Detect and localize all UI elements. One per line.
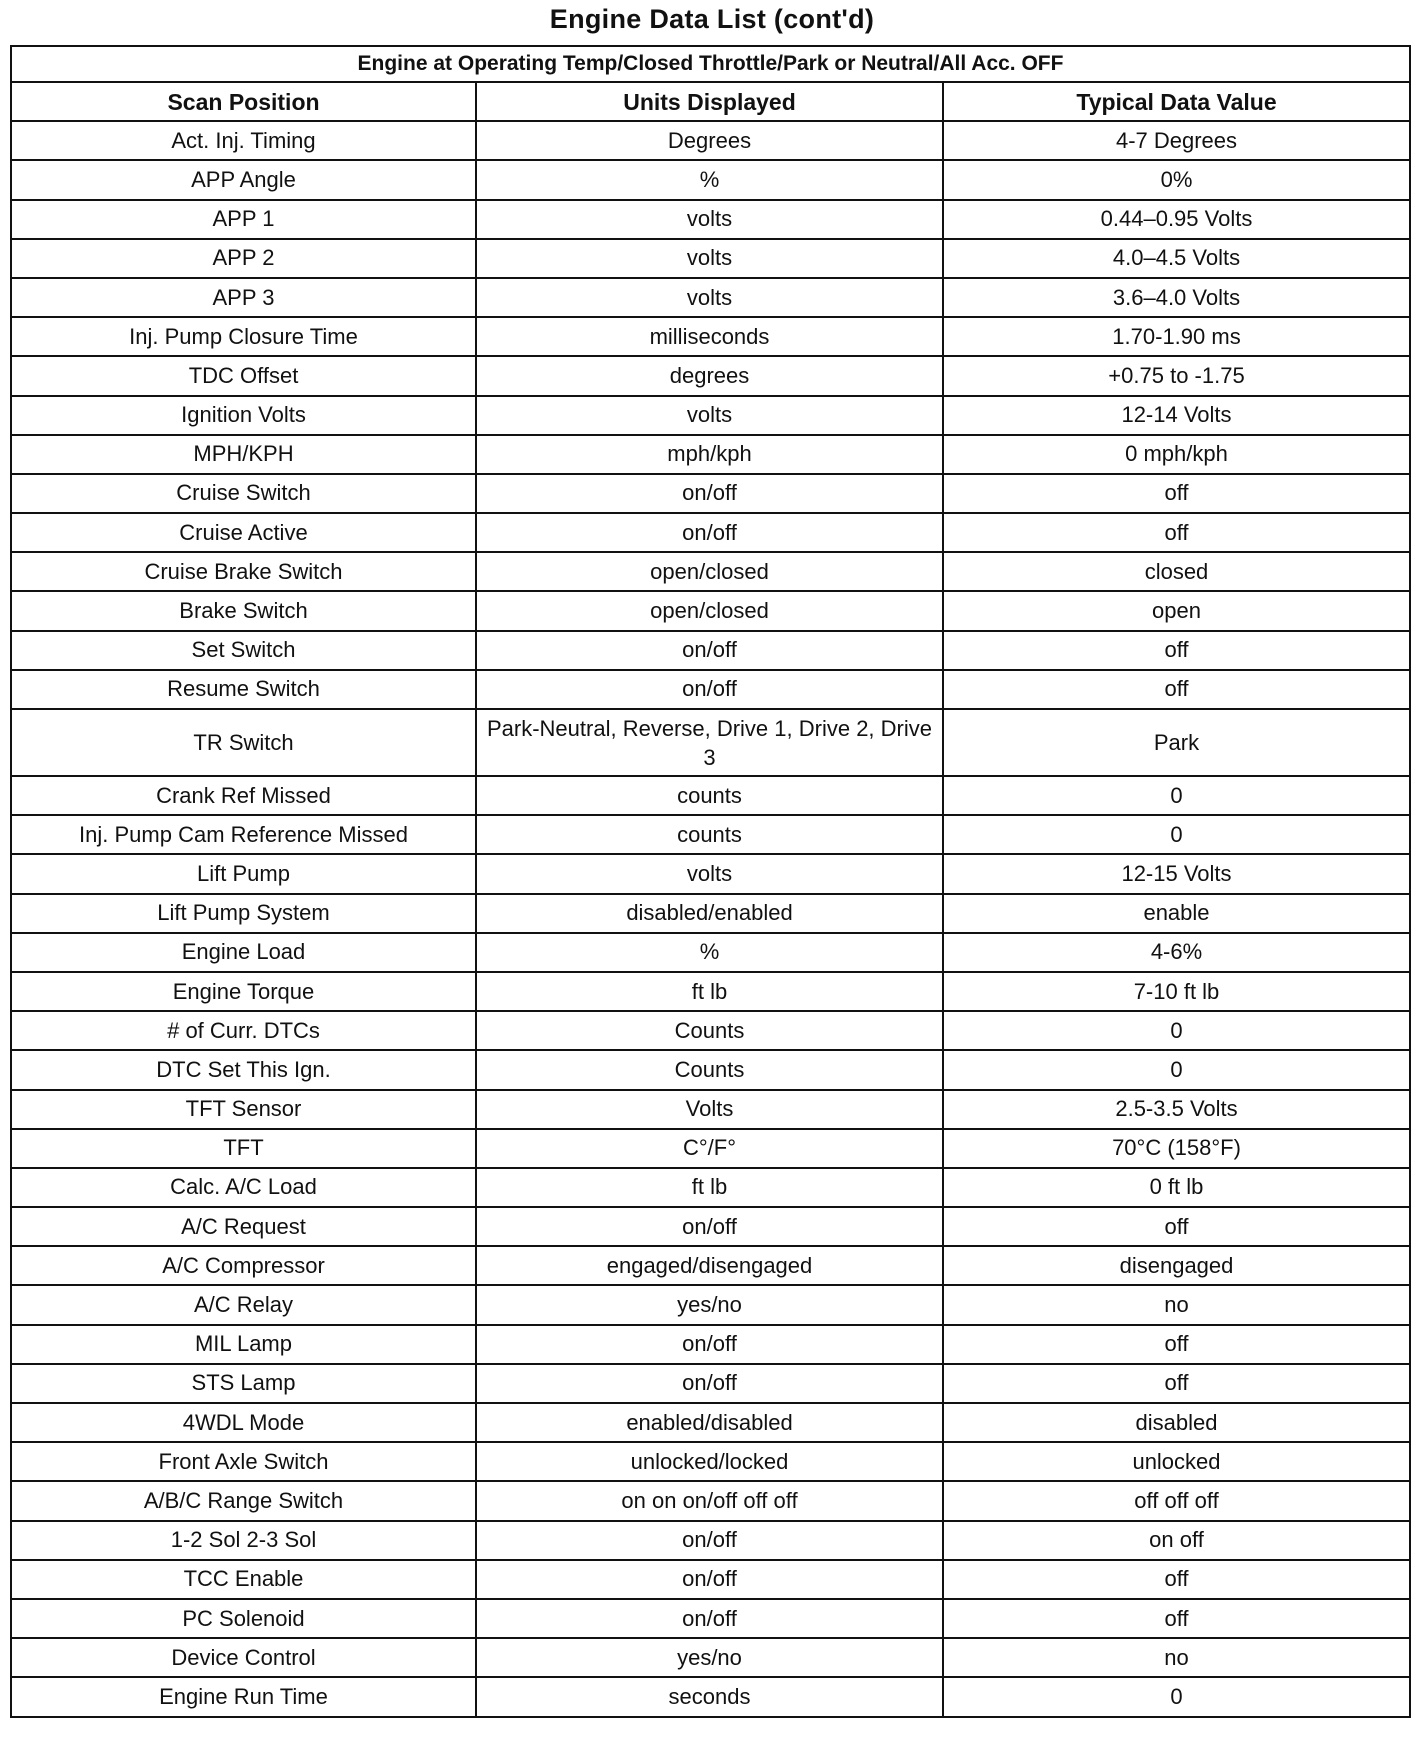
scan-position-cell: Ignition Volts [11,396,476,435]
typical-data-value-cell: off [943,670,1410,709]
scan-position-cell: TFT [11,1129,476,1168]
typical-data-value-cell: no [943,1638,1410,1677]
column-header-units-displayed: Units Displayed [476,82,943,121]
typical-data-value-cell: no [943,1285,1410,1324]
units-displayed-cell: on/off [476,631,943,670]
table-row [11,317,1410,356]
scan-position-cell: 4WDL Mode [11,1403,476,1442]
table-row [11,474,1410,513]
scan-position-cell: Inj. Pump Closure Time [11,317,476,356]
typical-data-value-cell: disengaged [943,1246,1410,1285]
units-displayed-cell: enabled/disabled [476,1403,943,1442]
table-row [11,631,1410,670]
typical-data-value-cell: 4.0–4.5 Volts [943,239,1410,278]
table-row [11,670,1410,709]
condition-header: Engine at Operating Temp/Closed Throttle/Park or Neutral/All Acc. OFF [11,46,1410,82]
units-displayed-cell: on/off [476,1364,943,1403]
scan-position-cell: Act. Inj. Timing [11,121,476,160]
typical-data-value-cell: +0.75 to -1.75 [943,356,1410,395]
table-row [11,591,1410,630]
typical-data-value-cell: 4-7 Degrees [943,121,1410,160]
typical-data-value-cell: 0 [943,815,1410,854]
typical-data-value-cell: 3.6–4.0 Volts [943,278,1410,317]
typical-data-value-cell: open [943,591,1410,630]
typical-data-value-cell: 0.44–0.95 Volts [943,200,1410,239]
table-row [11,1599,1410,1638]
scan-position-cell: A/C Request [11,1207,476,1246]
page-title: Engine Data List (cont'd) [549,4,875,34]
units-displayed-cell: on/off [476,1521,943,1560]
units-displayed-cell: Counts [476,1050,943,1089]
typical-data-value-cell: 2.5-3.5 Volts [943,1090,1410,1129]
table-row [11,278,1410,317]
table-row [11,1168,1410,1207]
column-header-typical-data-value: Typical Data Value [943,82,1410,121]
units-displayed-cell: on/off [476,513,943,552]
units-displayed-cell: open/closed [476,552,943,591]
units-displayed-cell: engaged/disengaged [476,1246,943,1285]
units-displayed-cell: Park-Neutral, Reverse, Drive 1, Drive 2, Drive 3 [476,709,943,776]
units-displayed-cell: ft lb [476,1168,943,1207]
typical-data-value-cell: off off off [943,1481,1410,1520]
units-displayed-cell: C°/F° [476,1129,943,1168]
units-displayed-cell: % [476,160,943,199]
units-displayed-cell: on/off [476,474,943,513]
scan-position-cell: Cruise Switch [11,474,476,513]
units-displayed-cell: milliseconds [476,317,943,356]
scan-position-cell: A/C Compressor [11,1246,476,1285]
scan-position-cell: Engine Load [11,933,476,972]
table-row [11,121,1410,160]
units-displayed-cell: disabled/enabled [476,894,943,933]
scan-position-cell: Crank Ref Missed [11,776,476,815]
units-displayed-cell: on on on/off off off [476,1481,943,1520]
typical-data-value-cell: Park [943,709,1410,776]
units-displayed-cell: volts [476,396,943,435]
typical-data-value-cell: 70°C (158°F) [943,1129,1410,1168]
units-displayed-cell: Volts [476,1090,943,1129]
table-row [11,513,1410,552]
typical-data-value-cell: disabled [943,1403,1410,1442]
typical-data-value-cell: enable [943,894,1410,933]
typical-data-value-cell: off [943,1364,1410,1403]
table-row [11,552,1410,591]
scan-position-cell: STS Lamp [11,1364,476,1403]
scan-position-cell: APP Angle [11,160,476,199]
scan-position-cell: DTC Set This Ign. [11,1050,476,1089]
table-row [11,854,1410,893]
typical-data-value-cell: off [943,631,1410,670]
units-displayed-cell: volts [476,278,943,317]
typical-data-value-cell: unlocked [943,1442,1410,1481]
table-row [11,200,1410,239]
scan-position-cell: APP 1 [11,200,476,239]
units-displayed-cell: on/off [476,1599,943,1638]
table-row [11,356,1410,395]
units-displayed-cell: on/off [476,1207,943,1246]
scan-position-cell: Device Control [11,1638,476,1677]
table-row [11,435,1410,474]
scan-position-cell: Resume Switch [11,670,476,709]
table-row [11,972,1410,1011]
typical-data-value-cell: 0 [943,1050,1410,1089]
units-displayed-cell: volts [476,239,943,278]
scan-position-cell: TFT Sensor [11,1090,476,1129]
scan-position-cell: # of Curr. DTCs [11,1011,476,1050]
typical-data-value-cell: 12-14 Volts [943,396,1410,435]
typical-data-value-cell: 0% [943,160,1410,199]
typical-data-value-cell: 1.70-1.90 ms [943,317,1410,356]
scan-position-cell: A/B/C Range Switch [11,1481,476,1520]
table-row [11,1442,1410,1481]
table-row [11,1560,1410,1599]
scan-position-cell: APP 2 [11,239,476,278]
scan-position-cell: APP 3 [11,278,476,317]
table-row [11,1050,1410,1089]
column-header-row [11,82,1410,121]
typical-data-value-cell: off [943,513,1410,552]
units-displayed-cell: % [476,933,943,972]
engine-data-table [10,45,1411,1718]
typical-data-value-cell: closed [943,552,1410,591]
scan-position-cell: Engine Run Time [11,1677,476,1716]
table-row [11,1364,1410,1403]
units-displayed-cell: volts [476,200,943,239]
table-row [11,815,1410,854]
table-row [11,396,1410,435]
scan-position-cell: MIL Lamp [11,1325,476,1364]
scan-position-cell: Cruise Active [11,513,476,552]
typical-data-value-cell: 7-10 ft lb [943,972,1410,1011]
units-displayed-cell: on/off [476,1560,943,1599]
typical-data-value-cell: 12-15 Volts [943,854,1410,893]
units-displayed-cell: yes/no [476,1638,943,1677]
scan-position-cell: Front Axle Switch [11,1442,476,1481]
table-row [11,1129,1410,1168]
units-displayed-cell: Counts [476,1011,943,1050]
table-row [11,1011,1410,1050]
typical-data-value-cell: 0 mph/kph [943,435,1410,474]
units-displayed-cell: seconds [476,1677,943,1716]
typical-data-value-cell: on off [943,1521,1410,1560]
table-row [11,1325,1410,1364]
table-row [11,1677,1410,1716]
typical-data-value-cell: off [943,1599,1410,1638]
units-displayed-cell: open/closed [476,591,943,630]
table-row [11,933,1410,972]
table-row [11,776,1410,815]
typical-data-value-cell: 0 [943,1011,1410,1050]
scan-position-cell: Cruise Brake Switch [11,552,476,591]
table-row [11,1090,1410,1129]
table-row [11,160,1410,199]
scan-position-cell: Lift Pump [11,854,476,893]
scan-position-cell: MPH/KPH [11,435,476,474]
table-row [11,1246,1410,1285]
typical-data-value-cell: 0 [943,776,1410,815]
table-row [11,1207,1410,1246]
units-displayed-cell: volts [476,854,943,893]
scan-position-cell: Inj. Pump Cam Reference Missed [11,815,476,854]
column-header-scan-position: Scan Position [11,82,476,121]
scan-position-cell: Calc. A/C Load [11,1168,476,1207]
scan-position-cell: A/C Relay [11,1285,476,1324]
condition-row [11,46,1410,82]
units-displayed-cell: Degrees [476,121,943,160]
table-row [11,1521,1410,1560]
table-row [11,1638,1410,1677]
units-displayed-cell: degrees [476,356,943,395]
typical-data-value-cell: off [943,1560,1410,1599]
table-row [11,1481,1410,1520]
scan-position-cell: 1-2 Sol 2-3 Sol [11,1521,476,1560]
typical-data-value-cell: off [943,474,1410,513]
units-displayed-cell: counts [476,815,943,854]
units-displayed-cell: yes/no [476,1285,943,1324]
table-row [11,1403,1410,1442]
scan-position-cell: Brake Switch [11,591,476,630]
scan-position-cell: PC Solenoid [11,1599,476,1638]
typical-data-value-cell: 0 ft lb [943,1168,1410,1207]
table-row [11,239,1410,278]
scan-position-cell: Lift Pump System [11,894,476,933]
scan-position-cell: TDC Offset [11,356,476,395]
scan-position-cell: TR Switch [11,709,476,776]
table-row [11,709,1410,776]
table-row [11,1285,1410,1324]
scan-position-cell: TCC Enable [11,1560,476,1599]
units-displayed-cell: ft lb [476,972,943,1011]
typical-data-value-cell: 4-6% [943,933,1410,972]
units-displayed-cell: counts [476,776,943,815]
scan-position-cell: Engine Torque [11,972,476,1011]
table-body [11,121,1410,1716]
typical-data-value-cell: 0 [943,1677,1410,1716]
table-row [11,894,1410,933]
units-displayed-cell: on/off [476,670,943,709]
units-displayed-cell: unlocked/locked [476,1442,943,1481]
typical-data-value-cell: off [943,1207,1410,1246]
typical-data-value-cell: off [943,1325,1410,1364]
units-displayed-cell: mph/kph [476,435,943,474]
units-displayed-cell: on/off [476,1325,943,1364]
scan-position-cell: Set Switch [11,631,476,670]
